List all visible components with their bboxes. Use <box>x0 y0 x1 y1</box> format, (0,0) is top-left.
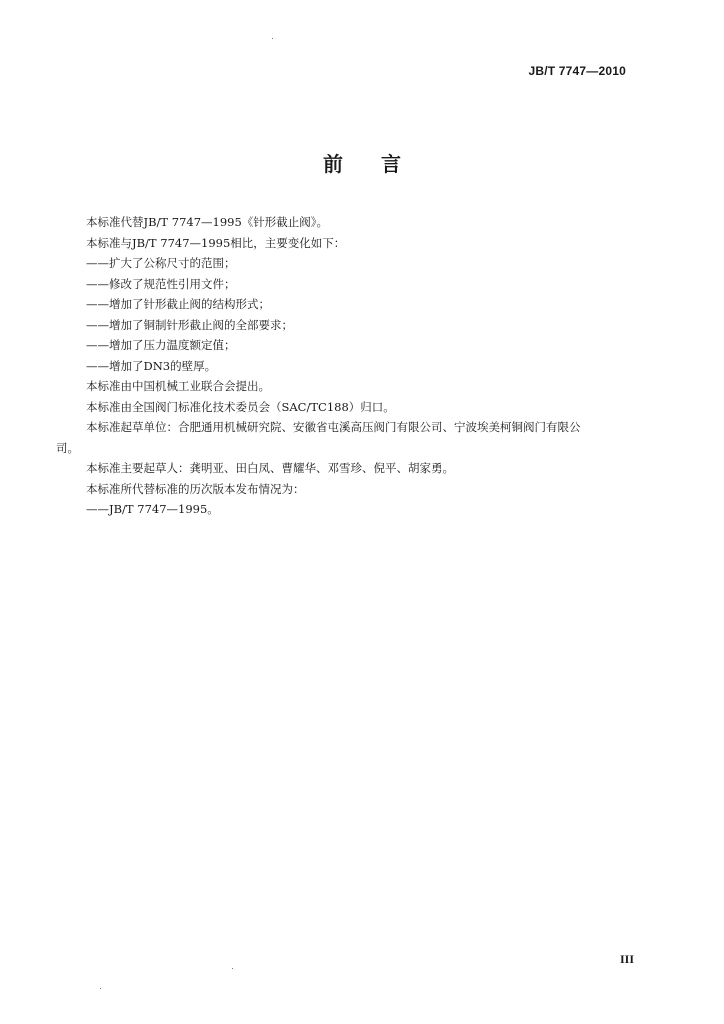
foreword-body <box>56 212 632 520</box>
list-item: ——增加了铜制针形截止阀的全部要求； <box>86 317 293 332</box>
paragraph-drafters: 本标准主要起草人：龚明亚、田白凤、曹耀华、邓雪珍、倪平、胡家勇。 <box>86 461 454 475</box>
page-title <box>0 148 724 177</box>
list-item: ——增加了DN3的壁厚。 <box>86 358 217 373</box>
paragraph-history-intro: 本标准所代替标准的历次版本发布情况为： <box>86 481 305 496</box>
scan-speck <box>100 988 101 989</box>
list-item: ——增加了压力温度额定值； <box>86 338 236 352</box>
list-item: ——JB/T 7747—1995。 <box>86 502 219 516</box>
paragraph-replaces: 本标准代替JB/T 7747—1995《针形截止阀》。 <box>86 215 329 229</box>
paragraph-changes-intro: 本标准与JB/T 7747—1995相比，主要变化如下： <box>86 235 346 250</box>
standard-number: JB/T 7747—2010 <box>528 64 626 78</box>
paragraph-under-jurisdiction: 本标准由全国阀门标准化技术委员会（SAC/TC188）归口。 <box>86 399 395 414</box>
scan-speck <box>272 38 273 39</box>
paragraph-drafting-units: 本标准起草单位：合肥通用机械研究院、安徽省屯溪高压阀门有限公司、宁波埃美柯铜阀门有限公 <box>86 420 581 434</box>
list-item: ——扩大了公称尺寸的范围； <box>86 256 236 270</box>
list-item: ——修改了规范性引用文件； <box>86 276 236 291</box>
scan-speck <box>232 968 233 969</box>
paragraph-drafting-units-continued: 司。 <box>56 440 79 455</box>
title-char-2: 言 <box>381 152 401 176</box>
title-char-1: 前 <box>323 152 343 176</box>
page-number: III <box>619 952 634 966</box>
list-item: ——增加了针形截止阀的结构形式； <box>86 297 270 311</box>
paragraph-proposed-by: 本标准由中国机械工业联合会提出。 <box>86 379 270 393</box>
